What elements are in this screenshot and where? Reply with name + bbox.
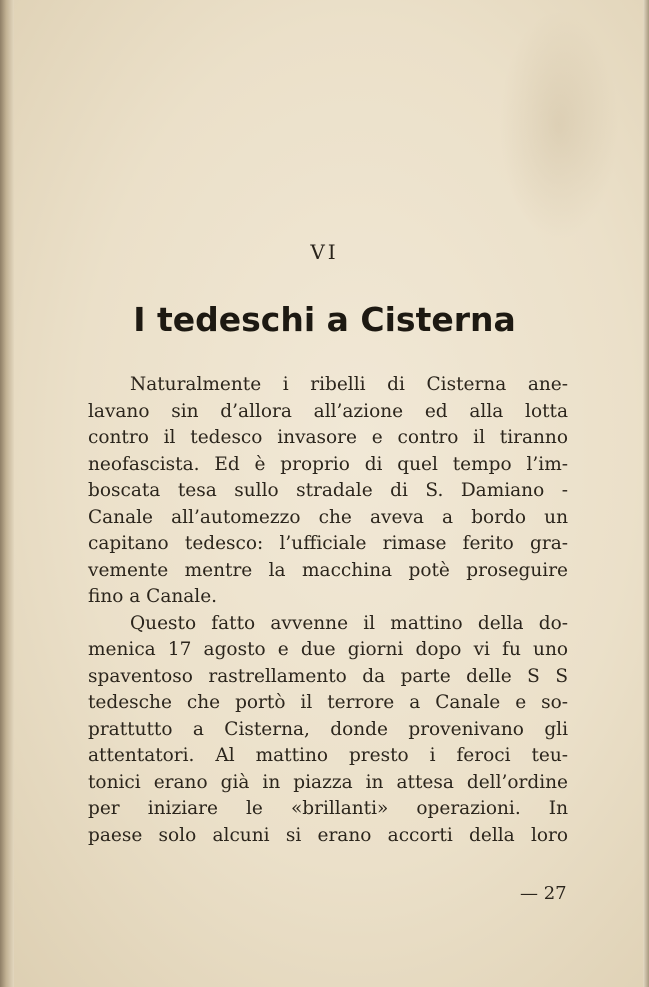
chapter-number: VI [310,240,339,264]
text-line: boscata tesa sullo stradale di S. Damiano - [88,480,568,501]
text-line: Naturalmente i ribelli di Cisterna ane- [130,374,568,395]
text-line: tonici erano già in piazza in attesa dell’ordine [88,771,568,793]
page-number: — 27 [520,883,567,904]
text-line: prattutto a Cisterna, donde provenivano gli [88,718,568,740]
text-line: lavano sin d’allora all’azione ed alla lotta [88,400,568,422]
body-text [88,372,568,849]
text-line: Questo fatto avvenne il mattino della do- [130,612,568,634]
text-line: fino a Canale. [88,586,218,607]
text-line: tedesche che portò il terrore a Canale e so- [88,692,568,713]
text-line: capitano tedesco: l’ufficiale rimase ferito gra- [88,533,568,554]
text-line: vemente mentre la macchina potè proseguire [88,559,568,581]
text-line: spaventoso rastrellamento da parte delle S S [88,665,568,687]
text-line: neofascista. Ed è proprio di quel tempo l’im- [88,453,568,475]
text-line: per iniziare le «brillanti» operazioni. In [88,798,568,819]
text-line: attentatori. Al mattino presto i feroci teu- [88,745,568,766]
binding-edge [0,0,14,987]
paper-stain [499,10,619,240]
text-line: menica 17 agosto e due giorni dopo vi fu uno [88,639,568,660]
chapter-title: I tedeschi a Cisterna [133,300,516,339]
text-line: paese solo alcuni si erano accorti della loro [88,824,568,846]
page-edge [643,0,649,987]
text-line: contro il tedesco invasore e contro il tiranno [88,427,568,448]
text-line: Canale all’automezzo che aveva a bordo un [88,506,568,528]
